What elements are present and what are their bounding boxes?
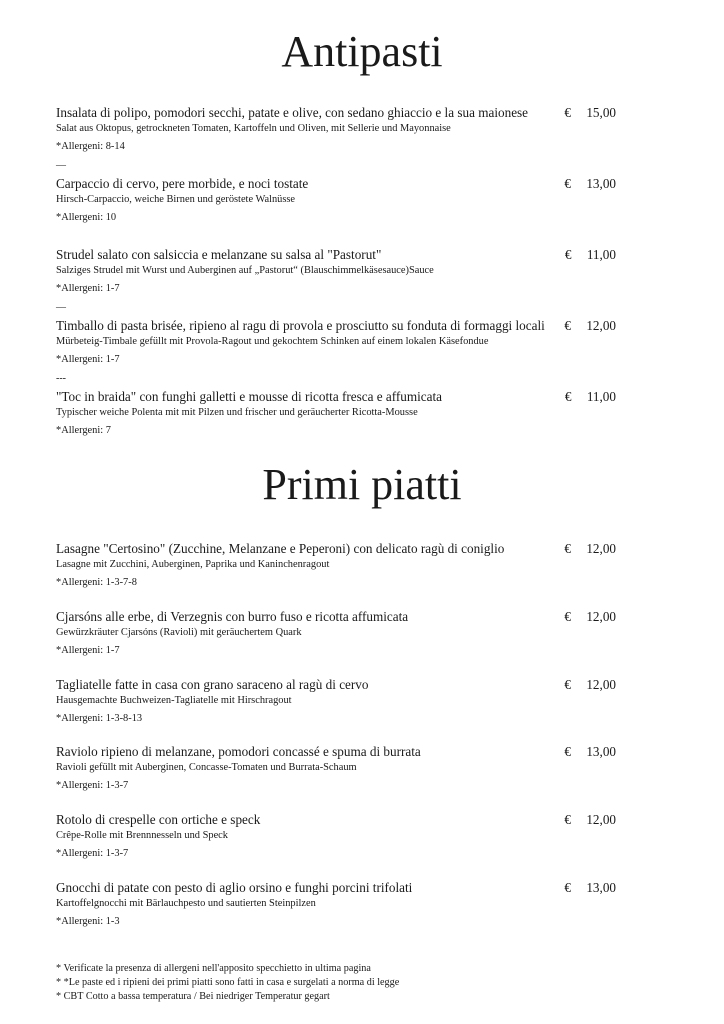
price-value: 12,00 <box>586 812 616 827</box>
antipasti-title: Antipasti <box>281 27 443 76</box>
item-name-de: Lasagne mit Zucchini, Auberginen, Paprika und Kaninchenragout <box>56 559 330 570</box>
price-value: 11,00 <box>586 247 616 262</box>
currency-symbol: € <box>564 541 571 556</box>
item-name-de: Hirsch-Carpaccio, weiche Birnen und geröstete Walnüsse <box>56 194 296 205</box>
footnote: * *Le paste ed i ripieni dei primi piatti sono fatti in casa e surgelati a norma di legge <box>56 977 400 988</box>
item-price <box>564 317 616 334</box>
item-allergens: *Allergeni: 1-3-8-13 <box>56 713 143 724</box>
item-allergens: *Allergeni: 1-7 <box>56 283 120 294</box>
price-value: 12,00 <box>586 609 616 624</box>
item-price <box>564 608 616 625</box>
item-name-it: Carpaccio di cervo, pere morbide, e noci tostate <box>56 176 309 191</box>
currency-symbol: € <box>564 677 571 692</box>
currency-symbol: € <box>564 812 571 827</box>
price-value: 13,00 <box>586 744 616 759</box>
item-name-de: Salziges Strudel mit Wurst und Auberginen auf „Pastorut“ (Blauschimmelkäsesauce)Sauce <box>56 265 434 276</box>
menu-item <box>56 608 626 659</box>
price-value: 11,00 <box>586 389 616 404</box>
currency-symbol: € <box>564 105 571 120</box>
item-name-it: Timballo di pasta brisée, ripieno al ragu di provola e prosciutto su fonduta di formaggi locali <box>56 318 545 333</box>
item-allergens: *Allergeni: 1-3-7 <box>56 780 129 791</box>
currency-symbol: € <box>564 247 572 262</box>
item-name-it: Tagliatelle fatte in casa con grano saraceno al ragù di cervo <box>56 677 369 692</box>
item-allergens: *Allergeni: 10 <box>56 212 117 223</box>
menu-item <box>56 540 626 591</box>
item-price <box>564 104 616 121</box>
item-name-de: Gewürzkräuter Cjarsóns (Ravioli) mit geräuchertem Quark <box>56 627 302 638</box>
price-value: 13,00 <box>586 880 616 895</box>
item-price <box>564 676 616 693</box>
item-price <box>564 540 616 557</box>
separator: — <box>56 302 66 313</box>
item-price <box>564 175 616 192</box>
item-name-de: Hausgemachte Buchweizen-Tagliatelle mit Hirschragout <box>56 695 292 706</box>
footnotes <box>56 962 399 1004</box>
item-name-de: Crêpe-Rolle mit Brennnesseln und Speck <box>56 830 228 841</box>
item-allergens: *Allergeni: 1-3 <box>56 916 120 927</box>
currency-symbol: € <box>564 176 571 191</box>
item-name-it: Lasagne "Certosino" (Zucchine, Melanzane e Peperoni) con delicato ragù di coniglio <box>56 541 505 556</box>
menu-item <box>56 676 626 727</box>
menu-item <box>56 104 626 155</box>
item-name-de: Kartoffelgnocchi mit Bärlauchpesto und sautierten Steinpilzen <box>56 898 316 909</box>
item-price <box>564 879 616 896</box>
primi-piatti-title: Primi piatti <box>262 460 462 509</box>
item-name-it: Rotolo di crespelle con ortiche e speck <box>56 812 261 827</box>
currency-symbol: € <box>564 744 571 759</box>
separator: --- <box>56 373 66 384</box>
item-allergens: *Allergeni: 8-14 <box>56 141 125 152</box>
price-value: 15,00 <box>586 105 616 120</box>
currency-symbol: € <box>564 609 571 624</box>
menu-item <box>56 175 626 226</box>
menu-item <box>56 388 626 439</box>
item-allergens: *Allergeni: 1-7 <box>56 645 120 656</box>
item-name-de: Typischer weiche Polenta mit mit Pilzen und frischer und geräucherter Ricotta-Mousse <box>56 407 418 418</box>
item-name-de: Ravioli gefüllt mit Auberginen, Concasse-Tomaten und Burrata-Schaum <box>56 762 357 773</box>
currency-symbol: € <box>564 389 572 404</box>
item-allergens: *Allergeni: 1-7 <box>56 354 120 365</box>
menu-item <box>56 743 626 794</box>
menu-item <box>56 879 626 930</box>
item-name-de: Mürbeteig-Timbale gefüllt mit Provola-Ragout und gekochtem Schinken auf einem lokalen Käsefondue <box>56 336 489 347</box>
currency-symbol: € <box>564 318 571 333</box>
item-name-it: Cjarsóns alle erbe, di Verzegnis con burro fuso e ricotta affumicata <box>56 609 409 624</box>
item-name-it: Gnocchi di patate con pesto di aglio orsino e funghi porcini trifolati <box>56 880 413 895</box>
item-name-it: Insalata di polipo, pomodori secchi, patate e olive, con sedano ghiaccio e la sua maionese <box>56 105 529 120</box>
item-price <box>564 743 616 760</box>
item-price <box>564 811 616 828</box>
item-allergens: *Allergeni: 7 <box>56 425 111 436</box>
currency-symbol: € <box>564 880 571 895</box>
menu-item <box>56 317 626 368</box>
footnote: * CBT Cotto a bassa temperatura / Bei niedriger Temperatur gegart <box>56 991 330 1002</box>
item-allergens: *Allergeni: 1-3-7 <box>56 848 129 859</box>
item-price <box>565 246 616 263</box>
item-name-de: Salat aus Oktopus, getrockneten Tomaten, Kartoffeln und Oliven, mit Sellerie und Mayonnaise <box>56 123 451 134</box>
item-price <box>565 388 616 405</box>
item-name-it: "Toc in braida" con funghi galletti e mousse di ricotta fresca e affumicata <box>56 389 443 404</box>
separator: — <box>56 160 66 171</box>
footnote: * Verificate la presenza di allergeni nell'apposito specchietto in ultima pagina <box>56 963 371 974</box>
item-name-it: Strudel salato con salsiccia e melanzane su salsa al "Pastorut" <box>56 247 382 262</box>
price-value: 12,00 <box>586 318 616 333</box>
menu-item <box>56 811 626 862</box>
item-name-it: Raviolo ripieno di melanzane, pomodori concassé e spuma di burrata <box>56 744 421 759</box>
price-value: 12,00 <box>586 541 616 556</box>
menu-item <box>56 246 626 297</box>
price-value: 13,00 <box>586 176 616 191</box>
item-allergens: *Allergeni: 1-3-7-8 <box>56 577 137 588</box>
price-value: 12,00 <box>586 677 616 692</box>
